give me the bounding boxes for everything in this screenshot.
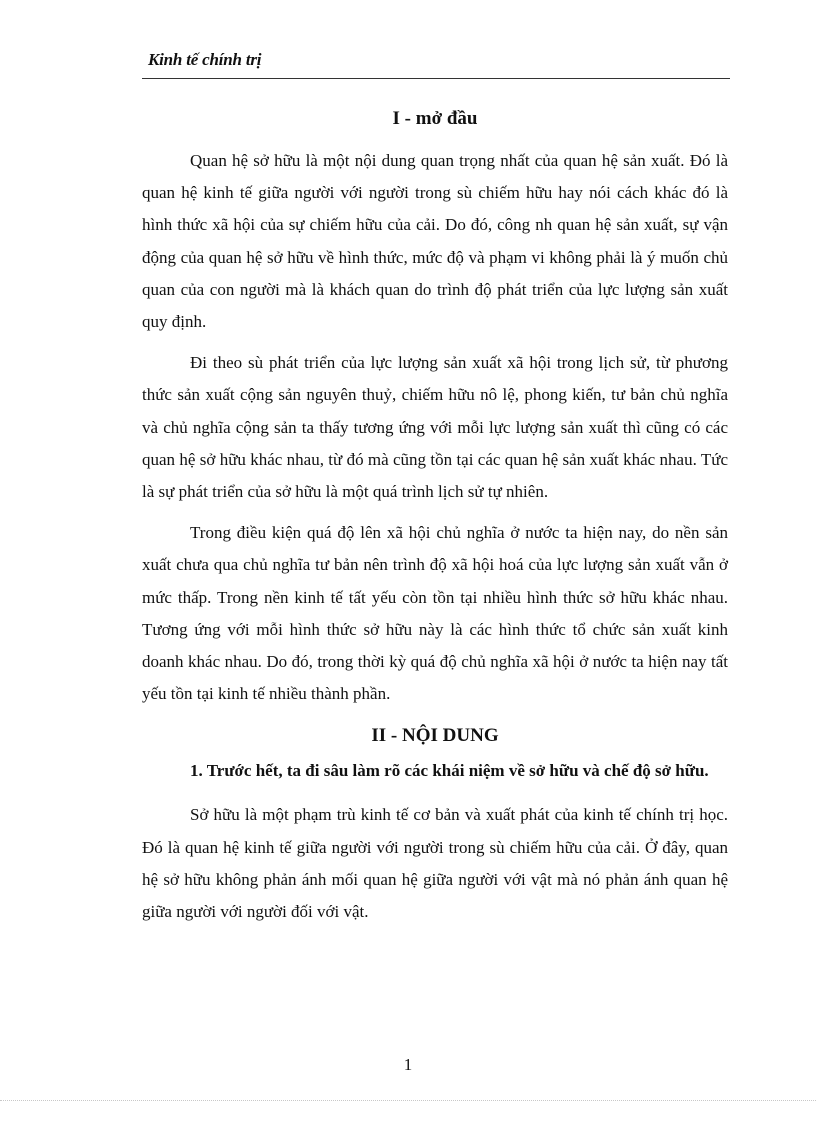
document-body bbox=[142, 102, 728, 937]
page-number: 1 bbox=[403, 1055, 413, 1074]
intro-paragraph-3: Trong điều kiện quá độ lên xã hội chủ nghĩa ở nước ta hiện nay, do nền sản xuất chưa qua chủ nghĩa tư bản nên trình độ xã hội hoá của lực lượng sản xuất vẫn ở mức thấp. Trong nền kinh tế tất yếu còn tồn tại nhiều hình thức sở hữu khác nhau. Tương ứng với mỗi hình thức sở hữu này là các hình thức tổ chức sản xuất kinh doanh khác nhau. Do đó, trong thời kỳ quá độ chủ nghĩa xã hội ở nước ta hiện nay tất yếu tồn tại kinh tế nhiều thành phần. bbox=[142, 523, 728, 704]
section-subheading: 1. Trước hết, ta đi sâu làm rõ các khái niệm về sở hữu và chế độ sở hữu. bbox=[190, 761, 709, 781]
header-title: Kinh tế chính trị bbox=[148, 50, 262, 69]
page-header bbox=[142, 50, 730, 79]
intro-heading: I - mở đầu bbox=[392, 108, 478, 129]
content-paragraph-1: Sở hữu là một phạm trù kinh tế cơ bản và xuất phát của kinh tế chính trị học. Đó là quan hệ kinh tế giữa người với người trong sù chiếm hữu của cải. Ở đây, quan hệ sở hữu không phản ánh mối quan hệ giữa người với vật mà nó phản ánh quan hệ giữa người với người đối với vật. bbox=[142, 805, 728, 922]
page-bottom-divider bbox=[0, 1100, 816, 1101]
intro-paragraph-1: Quan hệ sở hữu là một nội dung quan trọng nhất của quan hệ sản xuất. Đó là quan hệ kinh tế giữa người với người trong sù chiếm hữu hay nói cách khác đó là hình thức xã hội của sự chiếm hữu của cải. Do đó, công nh quan hệ sản xuất, sự vận động của quan hệ sở hữu về hình thức, mức độ và phạm vi không phải là ý muốn chủ quan của con người mà là khách quan do trình độ phát triển của lực lượng sản xuất quy định. bbox=[142, 151, 728, 332]
intro-paragraph-2: Đi theo sù phát triển của lực lượng sản xuất xã hội trong lịch sử, từ phương thức sản xuất cộng sản nguyên thuỷ, chiếm hữu nô lệ, phong kiến, tư bản chủ nghĩa và chủ nghĩa cộng sản ta thấy tương ứng với mỗi lực lượng sản xuất thì cũng có các quan hệ sở hữu khác nhau, từ đó mà cũng tồn tại các quan hệ sản xuất khác nhau. Tức là sự phát triển của sở hữu là một quá trình lịch sử tự nhiên. bbox=[142, 353, 728, 502]
content-heading: II - NỘI DUNG bbox=[371, 725, 499, 747]
